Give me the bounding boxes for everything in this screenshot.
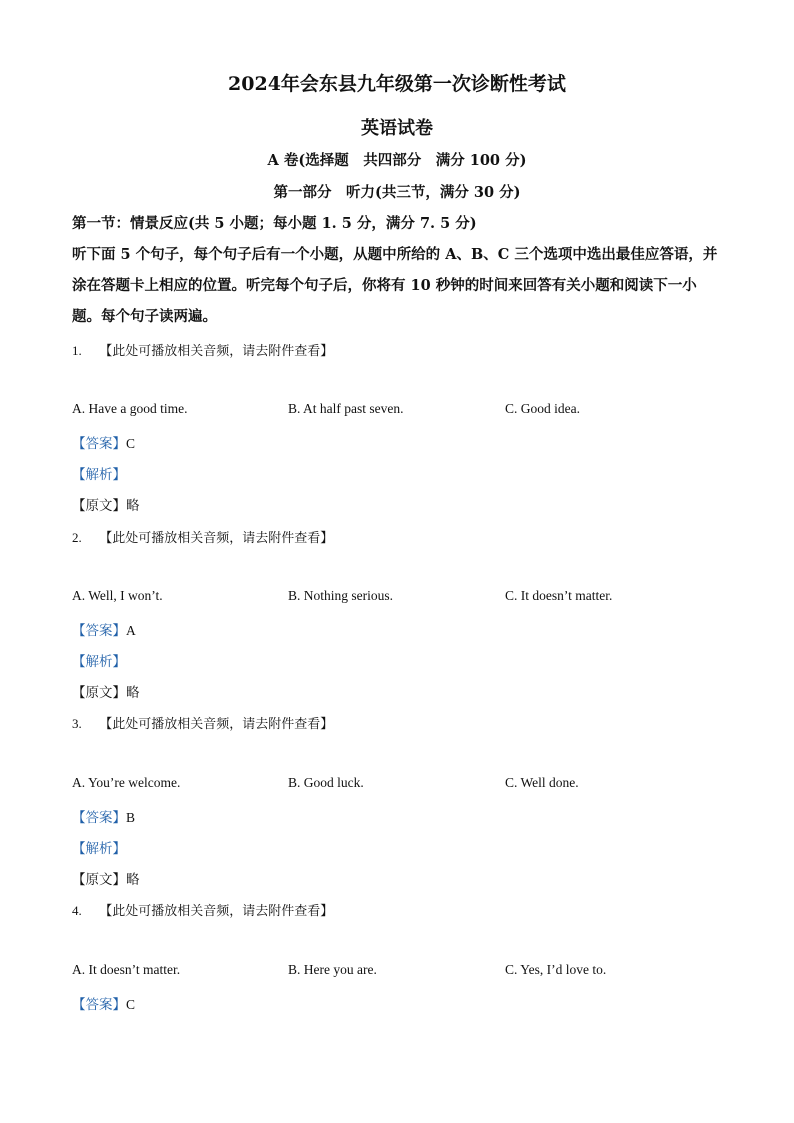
question-4-answer (72, 993, 135, 1013)
question-2-analysis (72, 650, 126, 670)
question-4-options (72, 962, 722, 982)
option-b: B. Nothing serious. (288, 588, 394, 603)
section-heading: 第一节：情景反应(共 5 小题；每小题 1. 5 分，满分 7. 5 分) (72, 215, 477, 232)
option-b: B. Good luck. (288, 775, 364, 790)
option-c: C. Well done. (505, 775, 579, 790)
question-3-answer (72, 806, 135, 826)
answer-value: C (126, 436, 136, 451)
section-a-title: A 卷(选择题 共四部分 满分 100 分) (267, 152, 527, 169)
part-one-title: 第一部分 听力(共三节，满分 30 分) (273, 184, 521, 201)
answer-label: 【答案】 (72, 436, 126, 451)
answer-label: 【答案】 (72, 623, 126, 638)
option-a: A. You’re welcome. (72, 775, 181, 790)
question-2-original (72, 681, 140, 701)
question-number: 1. (72, 343, 82, 358)
option-a: A. Well, I won’t. (72, 588, 163, 603)
question-number: 2. (72, 530, 82, 545)
audio-note: 【此处可播放相关音频，请去附件查看】 (99, 343, 334, 358)
option-a: A. It doesn’t matter. (72, 962, 181, 977)
question-1-analysis (72, 463, 126, 483)
original-label: 【原文】 (72, 872, 126, 887)
option-c: C. Yes, I’d love to. (505, 962, 607, 977)
answer-value: B (126, 810, 136, 825)
question-2-prompt (72, 527, 722, 546)
audio-note: 【此处可播放相关音频，请去附件查看】 (99, 903, 334, 918)
answer-value: C (126, 997, 136, 1012)
analysis-label: 【解析】 (72, 841, 126, 856)
question-1-prompt (72, 340, 722, 359)
answer-label: 【答案】 (72, 810, 126, 825)
option-b: B. Here you are. (288, 962, 377, 977)
question-2-answer (72, 619, 136, 639)
answer-label: 【答案】 (72, 997, 126, 1012)
original-value: 略 (126, 498, 140, 513)
question-1-answer (72, 432, 135, 452)
option-c: C. It doesn’t matter. (505, 588, 613, 603)
original-value: 略 (126, 872, 140, 887)
analysis-label: 【解析】 (72, 654, 126, 669)
audio-note: 【此处可播放相关音频，请去附件查看】 (99, 716, 334, 731)
analysis-label: 【解析】 (72, 467, 126, 482)
question-3-options (72, 775, 722, 795)
question-number: 3. (72, 716, 82, 731)
question-3-analysis (72, 837, 126, 857)
option-b: B. At half past seven. (288, 401, 404, 416)
question-4-prompt (72, 900, 722, 919)
question-3-original (72, 868, 140, 888)
question-1-options (72, 401, 722, 421)
subject-title: 英语试卷 (361, 118, 433, 139)
answer-value: A (126, 623, 136, 638)
question-number: 4. (72, 903, 82, 918)
question-1-original (72, 494, 140, 514)
option-a: A. Have a good time. (72, 401, 188, 416)
original-value: 略 (126, 685, 140, 700)
audio-note: 【此处可播放相关音频，请去附件查看】 (99, 530, 334, 545)
original-label: 【原文】 (72, 685, 126, 700)
question-3-prompt (72, 713, 722, 732)
original-label: 【原文】 (72, 498, 126, 513)
option-c: C. Good idea. (505, 401, 580, 416)
exam-title: 2024年会东县九年级第一次诊断性考试 (228, 73, 566, 95)
section-instructions: 听下面 5 个句子，每个句子后有一个小题，从题中所给的 A、B、C 三个选项中选出最佳应答语，并涂在答题卡上相应的位置。听完每个句子后，你将有 10 秒钟的时间来回答有关小题和阅读下一小题。每个句子读两遍。 (72, 246, 718, 325)
question-2-options (72, 588, 722, 608)
